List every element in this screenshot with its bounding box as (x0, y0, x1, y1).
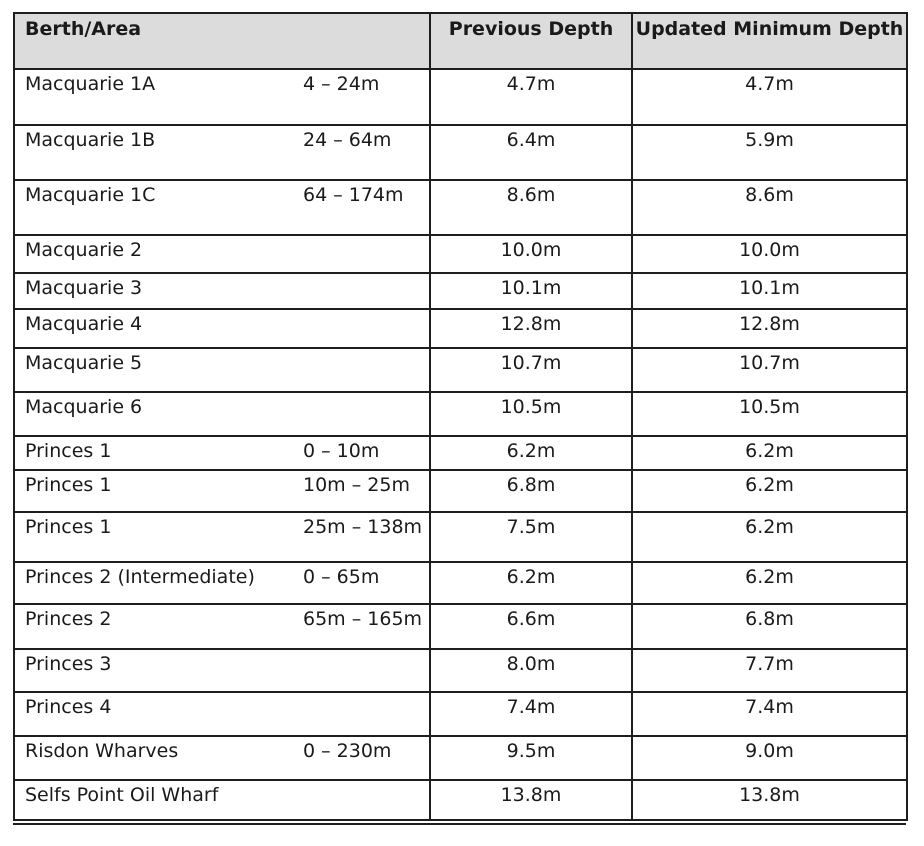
table-row (14, 235, 907, 273)
table-row (14, 180, 907, 235)
updated-depth: 4.7m (745, 73, 794, 95)
berth-name: Princes 4 (25, 696, 112, 718)
table-double-rule (13, 823, 906, 825)
updated-depth-cell (632, 436, 907, 470)
previous-depth-cell (430, 562, 632, 604)
berth-range: 0 – 10m (303, 440, 380, 462)
previous-depth: 8.0m (506, 653, 556, 675)
berth-name: Princes 1 (25, 516, 112, 538)
header-previous-depth: Previous Depth (430, 13, 632, 69)
berth-cell (14, 125, 430, 180)
berth-name: Princes 3 (25, 653, 112, 675)
table-row (14, 392, 907, 436)
updated-depth: 6.2m (745, 566, 794, 588)
table-row (14, 309, 907, 348)
berth-name: Macquarie 1B (25, 129, 156, 151)
updated-depth-cell (632, 780, 907, 820)
updated-depth-cell (632, 392, 907, 436)
updated-depth-cell (632, 512, 907, 562)
previous-depth: 13.8m (500, 784, 562, 806)
table-row (14, 604, 907, 649)
updated-depth: 10.7m (739, 352, 800, 374)
berth-name: Princes 1 (25, 474, 112, 496)
berth-name: Princes 2 (Intermediate) (25, 566, 255, 588)
updated-depth-cell (632, 309, 907, 348)
table-row (14, 736, 907, 780)
updated-depth: 7.4m (745, 696, 794, 718)
table-row (14, 436, 907, 470)
berth-range: 0 – 65m (303, 566, 380, 588)
header-updated-minimum-depth: Updated Minimum Depth (632, 13, 907, 69)
previous-depth: 6.2m (506, 440, 556, 462)
updated-depth: 6.2m (745, 516, 794, 538)
berth-range: 4 – 24m (303, 73, 380, 95)
previous-depth: 9.5m (506, 740, 556, 762)
previous-depth-cell (430, 470, 632, 512)
berth-name: Selfs Point Oil Wharf (25, 784, 219, 806)
berth-cell (14, 470, 430, 512)
previous-depth: 10.0m (500, 239, 562, 261)
table-row (14, 273, 907, 309)
updated-depth: 8.6m (745, 184, 794, 206)
previous-depth-cell (430, 309, 632, 348)
berth-range: 64 – 174m (303, 184, 404, 206)
previous-depth-cell (430, 235, 632, 273)
berth-name: Macquarie 4 (25, 313, 143, 335)
previous-depth: 12.8m (500, 313, 562, 335)
updated-depth-cell (632, 604, 907, 649)
berth-cell (14, 348, 430, 392)
berth-range: 65m – 165m (303, 608, 423, 630)
berth-name: Macquarie 1C (25, 184, 156, 206)
previous-depth: 10.5m (500, 396, 562, 418)
berth-name: Macquarie 2 (25, 239, 143, 261)
updated-depth-cell (632, 692, 907, 736)
previous-depth-cell (430, 392, 632, 436)
berth-cell (14, 392, 430, 436)
previous-depth: 6.4m (506, 129, 556, 151)
previous-depth-cell (430, 649, 632, 692)
previous-depth-cell (430, 69, 632, 125)
previous-depth: 10.7m (500, 352, 562, 374)
updated-depth: 6.2m (745, 474, 794, 496)
berth-cell (14, 180, 430, 235)
updated-depth-cell (632, 562, 907, 604)
berth-depth-table (13, 12, 908, 821)
previous-depth-cell (430, 180, 632, 235)
berth-name: Risdon Wharves (25, 740, 179, 762)
berth-cell (14, 436, 430, 470)
updated-depth: 10.1m (739, 277, 800, 299)
updated-depth: 12.8m (739, 313, 800, 335)
table-row (14, 562, 907, 604)
updated-depth: 9.0m (745, 740, 794, 762)
updated-depth-cell (632, 180, 907, 235)
berth-cell (14, 512, 430, 562)
previous-depth: 7.4m (506, 696, 556, 718)
header-berth-area: Berth/Area (14, 13, 430, 69)
table-row (14, 512, 907, 562)
berth-range: 10m – 25m (303, 474, 410, 496)
berth-cell (14, 780, 430, 820)
previous-depth: 6.8m (506, 474, 556, 496)
updated-depth-cell (632, 235, 907, 273)
table-body (14, 69, 907, 820)
table-row (14, 470, 907, 512)
berth-cell (14, 649, 430, 692)
previous-depth-cell (430, 736, 632, 780)
table-row (14, 69, 907, 125)
previous-depth-cell (430, 273, 632, 309)
berth-name: Princes 2 (25, 608, 112, 630)
berth-name: Macquarie 1A (25, 73, 156, 95)
updated-depth: 10.5m (739, 396, 800, 418)
updated-depth: 13.8m (739, 784, 800, 806)
previous-depth-cell (430, 436, 632, 470)
updated-depth: 6.8m (745, 608, 794, 630)
updated-depth-cell (632, 69, 907, 125)
updated-depth: 6.2m (745, 440, 794, 462)
table-row (14, 125, 907, 180)
previous-depth: 4.7m (506, 73, 556, 95)
updated-depth: 5.9m (745, 129, 794, 151)
updated-depth-cell (632, 736, 907, 780)
berth-name: Macquarie 3 (25, 277, 143, 299)
berth-name: Macquarie 5 (25, 352, 143, 374)
previous-depth-cell (430, 604, 632, 649)
berth-cell (14, 235, 430, 273)
berth-range: 25m – 138m (303, 516, 423, 538)
table-row (14, 348, 907, 392)
berth-name: Macquarie 6 (25, 396, 143, 418)
header-row (14, 13, 907, 69)
berth-cell (14, 604, 430, 649)
berth-cell (14, 692, 430, 736)
previous-depth-cell (430, 692, 632, 736)
previous-depth-cell (430, 780, 632, 820)
berth-name: Princes 1 (25, 440, 112, 462)
berth-cell (14, 562, 430, 604)
previous-depth-cell (430, 348, 632, 392)
previous-depth: 7.5m (506, 516, 556, 538)
updated-depth: 10.0m (739, 239, 800, 261)
previous-depth-cell (430, 125, 632, 180)
updated-depth-cell (632, 348, 907, 392)
table-row (14, 780, 907, 820)
table-row (14, 692, 907, 736)
table-row (14, 649, 907, 692)
previous-depth: 6.2m (506, 566, 556, 588)
berth-range: 0 – 230m (303, 740, 392, 762)
updated-depth: 7.7m (745, 653, 794, 675)
updated-depth-cell (632, 470, 907, 512)
previous-depth-cell (430, 512, 632, 562)
berth-cell (14, 273, 430, 309)
updated-depth-cell (632, 649, 907, 692)
berth-cell (14, 736, 430, 780)
previous-depth: 6.6m (506, 608, 556, 630)
berth-range: 24 – 64m (303, 129, 392, 151)
berth-cell (14, 309, 430, 348)
berth-cell (14, 69, 430, 125)
updated-depth-cell (632, 273, 907, 309)
previous-depth: 8.6m (506, 184, 556, 206)
updated-depth-cell (632, 125, 907, 180)
previous-depth: 10.1m (500, 277, 562, 299)
